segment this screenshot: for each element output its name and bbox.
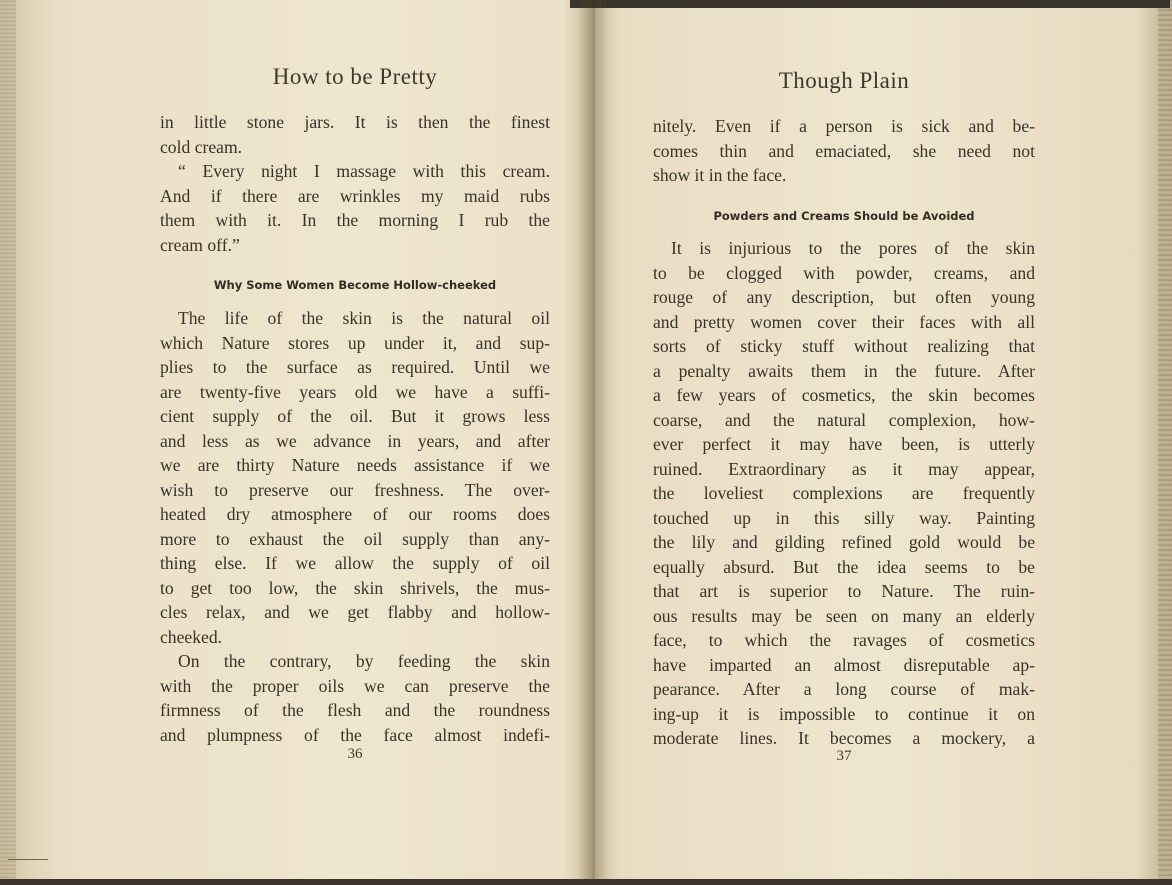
text-line: to be clogged with powder, creams, and [653, 262, 1035, 283]
text-line: moderate lines. It becomes a mockery, a [653, 728, 1035, 748]
text-line: more to exhaust the oil supply than any- [160, 528, 550, 549]
text-line: we are thirty Nature needs assistance if we [160, 455, 550, 475]
text-line: touched up in this silly way. Painting [653, 507, 1035, 528]
text-line: ing-up it is impossible to continue it on [653, 703, 1035, 724]
text-line: rouge of any description, but often young [653, 287, 1035, 307]
text-line: plies to the surface as required. Until we [160, 357, 550, 377]
text-line: cient supply of the oil. But it grows less [160, 406, 550, 426]
text-line: cream off.” [160, 234, 240, 255]
text-line: comes thin and emaciated, she need not [653, 140, 1035, 161]
left-running-head: How to be Pretty [272, 64, 438, 89]
right-running-head: Though Plain [778, 68, 910, 93]
text-line: coarse, and the natural complexion, how- [653, 409, 1035, 430]
text-line: that art is superior to Nature. The ruin- [653, 581, 1035, 601]
text-line: cles relax, and we get flabby and hollow- [160, 602, 550, 622]
text-line: and pretty women cover their faces with all [653, 311, 1035, 332]
text-line: show it in the face. [653, 165, 787, 185]
text-line: equally absurd. But the idea seems to be [653, 556, 1035, 577]
top-shadow [570, 0, 1170, 8]
book-spine [578, 0, 608, 885]
left-page-number: 36 [347, 746, 363, 762]
bottom-shadow [0, 879, 1172, 885]
text-line: a few years of cosmetics, the skin becomes [653, 385, 1035, 405]
text-line: “ Every night I massage with this cream. [178, 161, 550, 181]
text-line: the lily and gilding refined gold would be [653, 532, 1035, 552]
text-line: On the contrary, by feeding the skin [178, 651, 550, 671]
text-line: ruined. Extraordinary as it may appear, [653, 458, 1035, 479]
text-line: to get too low, the skin shrivels, the mus- [160, 577, 550, 598]
text-line: in little stone jars. It is then the finest [160, 112, 550, 132]
text-line: and less as we advance in years, and after [160, 430, 550, 451]
right-page-edge [1158, 0, 1172, 885]
text-line: them with it. In the morning I rub the [160, 210, 550, 230]
text-line: pearance. After a long course of mak- [653, 679, 1035, 699]
right-subheading: Powders and Creams Should be Avoided [713, 209, 975, 223]
text-line: are twenty-five years old we have a suffi- [160, 381, 550, 402]
right-page-number: 37 [836, 748, 852, 764]
text-line: ever perfect it may have been, is utterly [653, 434, 1035, 454]
left-page-edge [0, 0, 16, 885]
text-line: nitely. Even if a person is sick and be- [653, 116, 1035, 136]
text-line: And if there are wrinkles my maid rubs [160, 185, 550, 206]
text-line: a penalty awaits them in the future. After [653, 360, 1035, 381]
text-line: the loveliest complexions are frequently [653, 483, 1035, 503]
text-line: firmness of the flesh and the roundness [160, 700, 550, 720]
text-line: cold cream. [160, 136, 243, 157]
text-line: face, to which the ravages of cosmetics [653, 630, 1035, 650]
text-line: It is injurious to the pores of the skin [671, 238, 1035, 258]
text-line: The life of the skin is the natural oil [178, 308, 550, 328]
text-line: heated dry atmosphere of our rooms does [160, 504, 550, 524]
text-line: with the proper oils we can preserve the [160, 675, 550, 696]
text-line: thing else. If we allow the supply of oil [160, 553, 550, 573]
left-subheading: Why Some Women Become Hollow-cheeked [213, 278, 497, 292]
text-line: sorts of sticky stuff without realizing that [653, 336, 1035, 356]
text-line: cheeked. [160, 626, 223, 647]
text-line: wish to preserve our freshness. The over- [160, 479, 550, 500]
text-line: and plumpness of the face almost indefi- [160, 724, 550, 745]
text-line: which Nature stores up under it, and sup- [160, 332, 550, 353]
margin-rule [8, 859, 48, 860]
text-line: have imparted an almost disreputable ap- [653, 654, 1035, 675]
text-line: ous results may be seen on many an elderly [653, 605, 1035, 626]
